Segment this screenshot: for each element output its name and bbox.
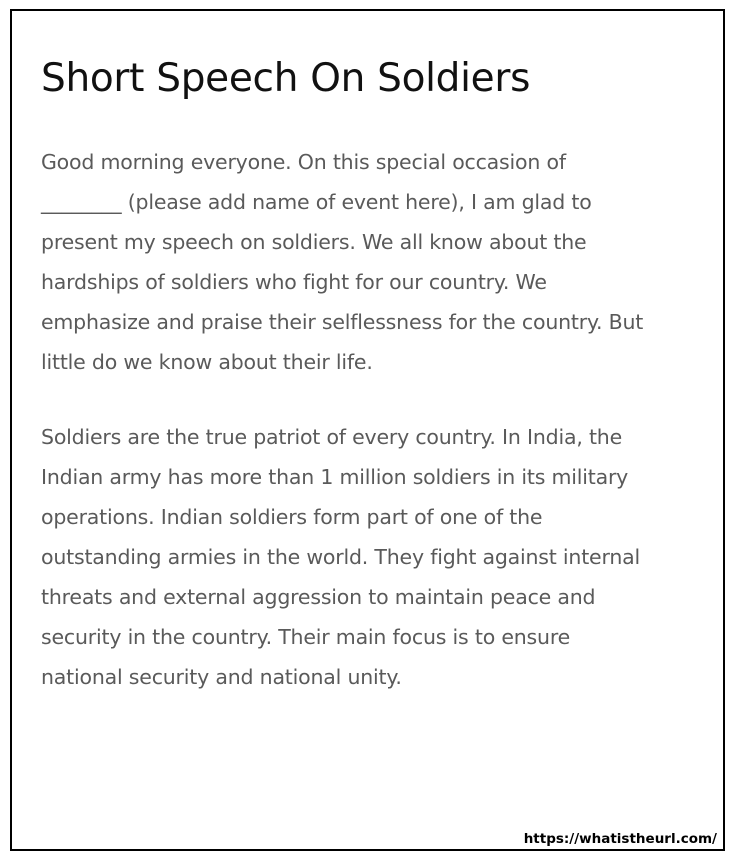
paragraph-intro [41, 142, 643, 382]
paragraph-line: security in the country. Their main focus is to ensure [41, 625, 571, 649]
paragraph-line: national security and national unity. [41, 665, 402, 689]
paragraph-line: operations. Indian soldiers form part of one of the [41, 505, 543, 529]
paragraph-line: Good morning everyone. On this special occasion of [41, 150, 566, 174]
article-frame [10, 9, 725, 851]
watermark-url: https://whatistheurl.com/ [523, 831, 717, 847]
paragraph-line: present my speech on soldiers. We all know about the [41, 230, 587, 254]
paragraph-line: emphasize and praise their selflessness for the country. But [41, 310, 644, 334]
paragraph-body [41, 417, 640, 697]
paragraph-line: outstanding armies in the world. They fight against internal [41, 545, 640, 569]
paragraph-line: little do we know about their life. [41, 350, 373, 374]
paragraph-line: Soldiers are the true patriot of every country. In India, the [41, 425, 622, 449]
paragraph-line: ________ (please add name of event here), I am glad to [41, 190, 592, 214]
paragraph-line: hardships of soldiers who fight for our country. We [41, 270, 547, 294]
paragraph-line: threats and external aggression to maintain peace and [41, 585, 596, 609]
paragraph-line: Indian army has more than 1 million soldiers in its military [41, 465, 629, 489]
page-title: Short Speech On Soldiers [41, 56, 531, 101]
